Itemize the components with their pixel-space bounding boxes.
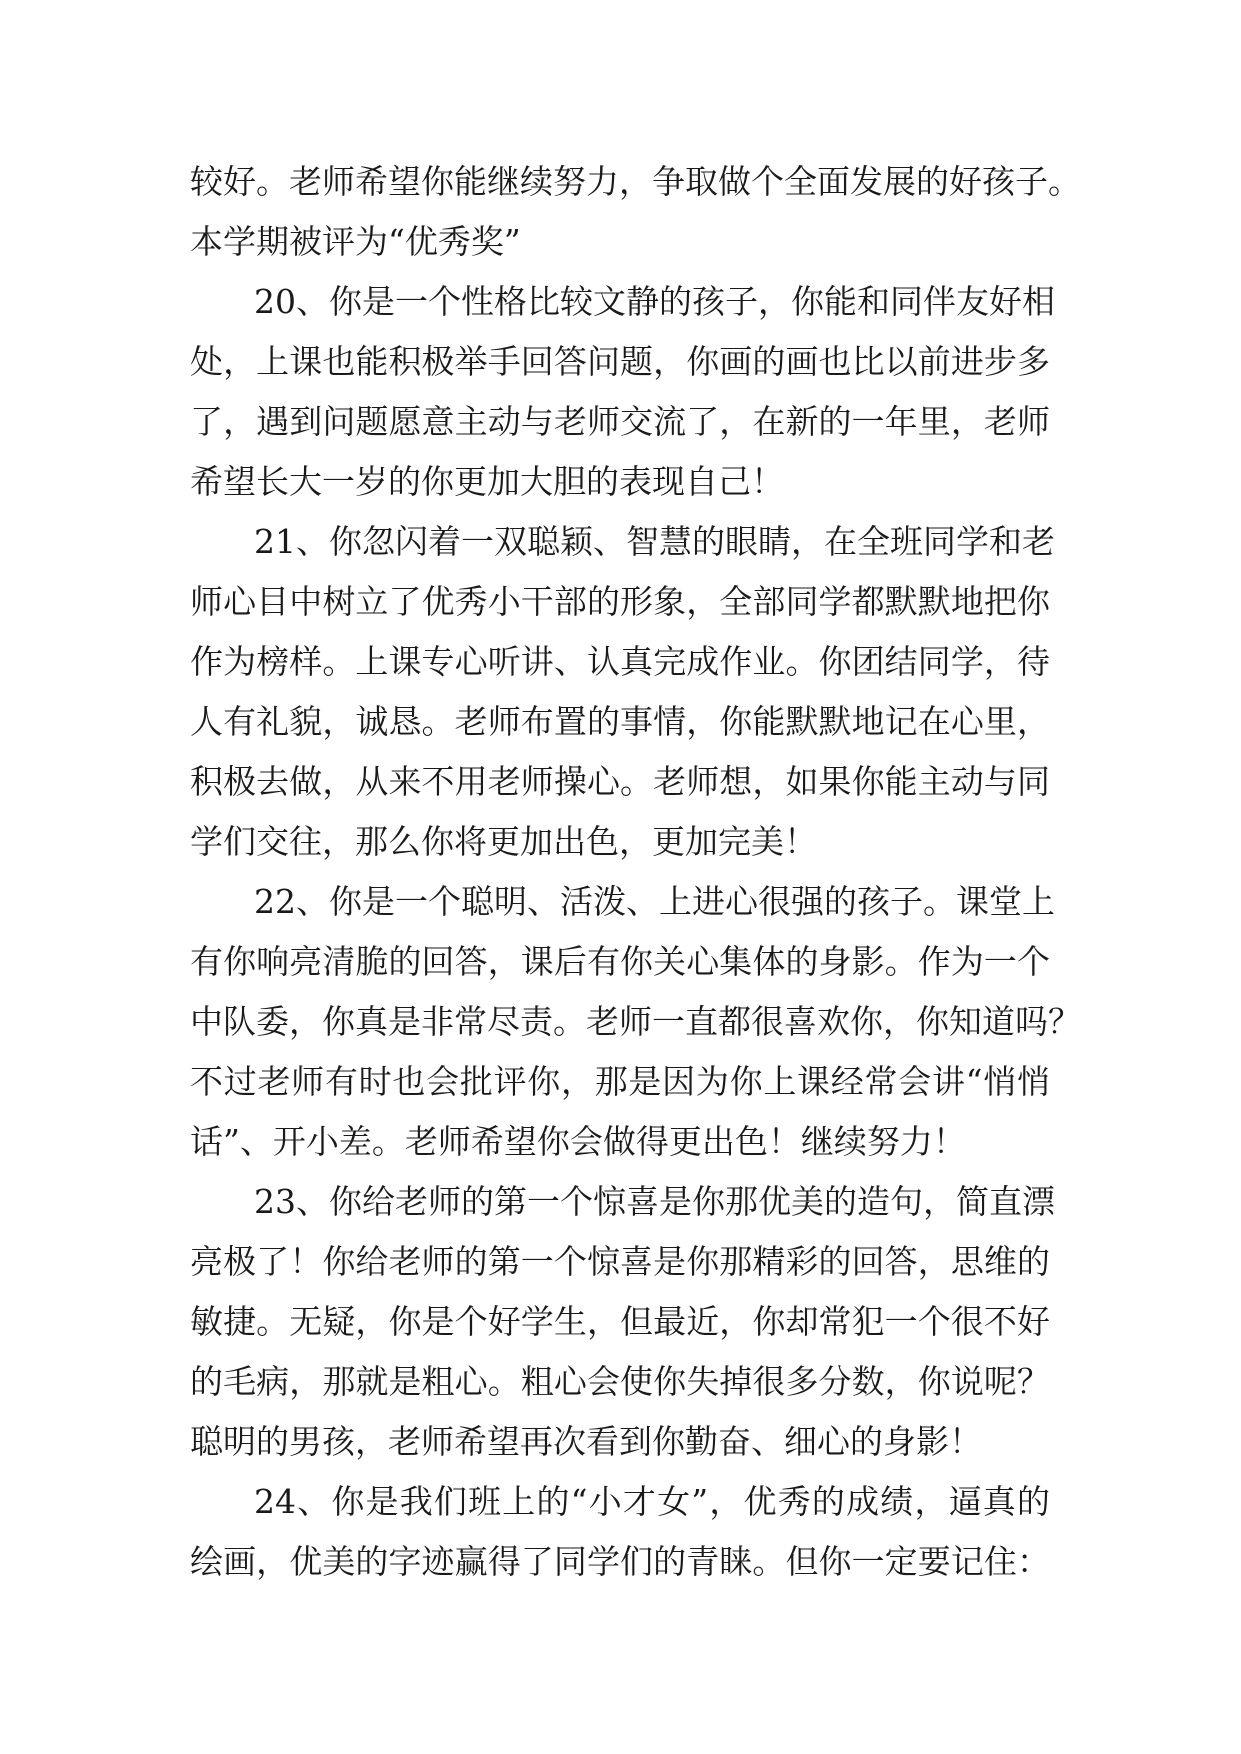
paragraph-20-line: 处，上课也能积极举手回答问题，你画的画也比以前进步多	[190, 342, 1050, 381]
paragraph-23-line: 的毛病，那就是粗心。粗心会使你失掉很多分数，你说呢？	[190, 1362, 1050, 1401]
paragraph-22-line: 话”、开小差。老师希望你会做得更出色！继续努力！	[190, 1122, 966, 1161]
paragraph-23-line: 亮极了！你给老师的第一个惊喜是你那精彩的回答，思维的	[190, 1242, 1050, 1281]
paragraph-24-line: 24、你是我们班上的“小才女”，优秀的成绩，逼真的	[254, 1482, 1050, 1521]
paragraph-20-line: 20、你是一个性格比较文静的孩子，你能和同伴友好相	[254, 282, 1055, 321]
paragraph-20-line: 希望长大一岁的你更加大胆的表现自己！	[190, 462, 784, 501]
paragraph-22-line: 中队委，你真是非常尽责。老师一直都很喜欢你，你知道吗？	[190, 1002, 1081, 1041]
paragraph-21-line: 师心目中树立了优秀小干部的形象，全部同学都默默地把你	[190, 582, 1050, 621]
paragraph-22-line: 有你响亮清脆的回答，课后有你关心集体的身影。作为一个	[190, 942, 1050, 981]
paragraph-21-line: 21、你忽闪着一双聪颖、智慧的眼睛，在全班同学和老	[254, 522, 1055, 561]
paragraph-20-line: 了，遇到问题愿意主动与老师交流了，在新的一年里，老师	[190, 402, 1050, 441]
paragraph-22-line: 不过老师有时也会批评你，那是因为你上课经常会讲“悄悄	[190, 1062, 1050, 1101]
paragraph-24-line: 绘画，优美的字迹赢得了同学们的青睐。但你一定要记住：	[190, 1542, 1050, 1581]
paragraph-21-line: 积极去做，从来不用老师操心。老师想，如果你能主动与同	[190, 762, 1050, 801]
paragraph-23-line: 敏捷。无疑，你是个好学生，但最近，你却常犯一个很不好	[190, 1302, 1050, 1341]
paragraph-21-line: 作为榜样。上课专心听讲、认真完成作业。你团结同学，待	[190, 642, 1050, 681]
text-line: 较好。老师希望你能继续努力，争取做个全面发展的好孩子。	[190, 162, 1081, 201]
paragraph-23-line: 23、你给老师的第一个惊喜是你那优美的造句，简直漂	[254, 1182, 1055, 1221]
paragraph-23-line: 聪明的男孩，老师希望再次看到你勤奋、细心的身影！	[190, 1422, 982, 1461]
paragraph-22-line: 22、你是一个聪明、活泼、上进心很强的孩子。课堂上	[254, 882, 1055, 921]
paragraph-21-line: 学们交往，那么你将更加出色，更加完美！	[190, 822, 817, 861]
text-line: 本学期被评为“优秀奖”	[190, 222, 521, 261]
paragraph-21-line: 人有礼貌，诚恳。老师布置的事情，你能默默地记在心里，	[190, 702, 1050, 741]
